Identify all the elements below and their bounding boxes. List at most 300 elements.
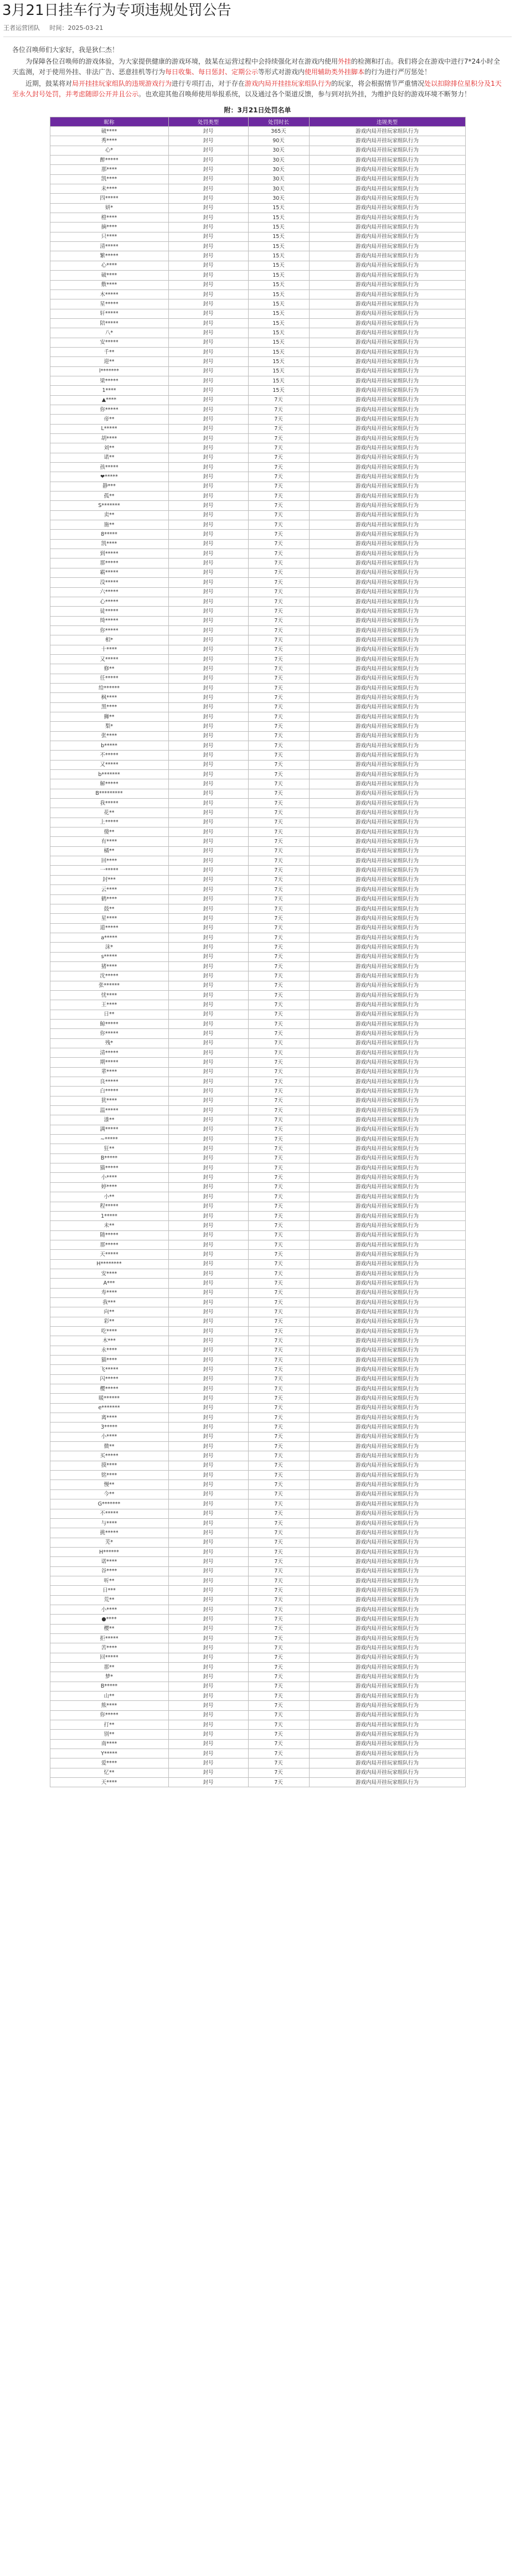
table-row bbox=[50, 587, 465, 597]
cell-penalty-type: 封号 bbox=[168, 510, 248, 520]
table-row bbox=[50, 1192, 465, 1202]
table-row bbox=[50, 654, 465, 664]
cell-nickname: 一***** bbox=[50, 866, 168, 875]
cell-penalty-type: 封号 bbox=[168, 146, 248, 155]
table-row bbox=[50, 933, 465, 942]
table-row bbox=[50, 827, 465, 837]
cell-duration: 15天 bbox=[248, 251, 309, 261]
cell-penalty-type: 封号 bbox=[168, 299, 248, 309]
cell-penalty-type: 封号 bbox=[168, 1403, 248, 1413]
table-row bbox=[50, 923, 465, 933]
cell-penalty-type: 封号 bbox=[168, 722, 248, 731]
highlight-text: 使用辅助类外挂脚本 bbox=[305, 68, 365, 76]
cell-penalty-type: 封号 bbox=[168, 1730, 248, 1739]
cell-penalty-type: 封号 bbox=[168, 923, 248, 933]
table-row bbox=[50, 510, 465, 520]
cell-penalty-type: 封号 bbox=[168, 1605, 248, 1614]
cell-duration: 7天 bbox=[248, 1432, 309, 1441]
cell-violation-type: 游戏内局开挂玩家组队行为 bbox=[309, 1038, 465, 1048]
cell-duration: 7天 bbox=[248, 1720, 309, 1730]
cell-nickname: 沈***** bbox=[50, 971, 168, 981]
cell-duration: 7天 bbox=[248, 434, 309, 443]
cell-penalty-type: 封号 bbox=[168, 347, 248, 356]
cell-duration: 7天 bbox=[248, 635, 309, 645]
table-row bbox=[50, 165, 465, 174]
cell-nickname: 猫***** bbox=[50, 1163, 168, 1173]
cell-duration: 7天 bbox=[248, 866, 309, 875]
table-row bbox=[50, 971, 465, 981]
table-row bbox=[50, 405, 465, 414]
cell-nickname: 诺** bbox=[50, 453, 168, 462]
cell-violation-type: 游戏内局开挂玩家组队行为 bbox=[309, 1202, 465, 1211]
table-row bbox=[50, 1297, 465, 1307]
cell-duration: 7天 bbox=[248, 616, 309, 625]
cell-duration: 7天 bbox=[248, 1326, 309, 1336]
cell-duration: 7天 bbox=[248, 1701, 309, 1710]
cell-duration: 7天 bbox=[248, 760, 309, 769]
cell-penalty-type: 封号 bbox=[168, 1489, 248, 1499]
cell-violation-type: 游戏内局开挂玩家组队行为 bbox=[309, 184, 465, 194]
cell-nickname: 又***** bbox=[50, 654, 168, 664]
cell-penalty-type: 封号 bbox=[168, 597, 248, 606]
cell-duration: 7天 bbox=[248, 779, 309, 789]
table-row bbox=[50, 578, 465, 587]
cell-duration: 7天 bbox=[248, 472, 309, 482]
cell-nickname: 回***** bbox=[50, 1653, 168, 1662]
table-row bbox=[50, 1778, 465, 1787]
table-row bbox=[50, 1000, 465, 1010]
cell-duration: 7天 bbox=[248, 539, 309, 549]
cell-violation-type: 游戏内局开挂玩家组队行为 bbox=[309, 1240, 465, 1249]
table-row bbox=[50, 894, 465, 904]
cell-duration: 7天 bbox=[248, 923, 309, 933]
cell-nickname: 犹**** bbox=[50, 1096, 168, 1105]
cell-duration: 7天 bbox=[248, 1297, 309, 1307]
cell-duration: 7天 bbox=[248, 482, 309, 491]
cell-violation-type: 游戏内局开挂玩家组队行为 bbox=[309, 232, 465, 241]
cell-duration: 7天 bbox=[248, 751, 309, 760]
cell-duration: 7天 bbox=[248, 625, 309, 635]
cell-nickname: 橙**** bbox=[50, 213, 168, 223]
cell-nickname: 向** bbox=[50, 1307, 168, 1317]
highlight-text: 每日收集、每日惩封、定期公示 bbox=[165, 68, 259, 76]
cell-violation-type: 游戏内局开挂玩家组队行为 bbox=[309, 434, 465, 443]
table-row bbox=[50, 1336, 465, 1346]
cell-penalty-type: 封号 bbox=[168, 1288, 248, 1297]
cell-violation-type: 游戏内局开挂玩家组队行为 bbox=[309, 1576, 465, 1585]
cell-nickname: 孩***** bbox=[50, 463, 168, 472]
cell-violation-type: 游戏内局开挂玩家组队行为 bbox=[309, 961, 465, 971]
cell-penalty-type: 封号 bbox=[168, 194, 248, 203]
cell-nickname: 苦**** bbox=[50, 1643, 168, 1653]
cell-penalty-type: 封号 bbox=[168, 1701, 248, 1710]
cell-duration: 7天 bbox=[248, 808, 309, 818]
cell-nickname: 铭**** bbox=[50, 1471, 168, 1480]
body-text: 。也欢迎其他召唤师使用举报系统，以及通过各个渠道反馈，参与到对抗外挂，为维护良好的游戏环境不断努力！ bbox=[138, 90, 471, 98]
cell-violation-type: 游戏内局开挂玩家组队行为 bbox=[309, 597, 465, 606]
cell-duration: 7天 bbox=[248, 1682, 309, 1691]
cell-violation-type: 游戏内局开挂玩家组队行为 bbox=[309, 1297, 465, 1307]
cell-penalty-type: 封号 bbox=[168, 549, 248, 558]
cell-violation-type: 游戏内局开挂玩家组队行为 bbox=[309, 1067, 465, 1077]
cell-nickname: 猫**** bbox=[50, 1356, 168, 1365]
cell-penalty-type: 封号 bbox=[168, 625, 248, 635]
cell-penalty-type: 封号 bbox=[168, 1125, 248, 1134]
cell-violation-type: 游戏内局开挂玩家组队行为 bbox=[309, 1115, 465, 1125]
cell-duration: 7天 bbox=[248, 453, 309, 462]
cell-duration: 7天 bbox=[248, 1394, 309, 1403]
cell-nickname: 徒***** bbox=[50, 607, 168, 616]
cell-nickname: 随***** bbox=[50, 1230, 168, 1240]
cell-violation-type: 游戏内局开挂玩家组队行为 bbox=[309, 386, 465, 395]
cell-duration: 7天 bbox=[248, 1499, 309, 1509]
cell-violation-type: 游戏内局开挂玩家组队行为 bbox=[309, 1509, 465, 1518]
cell-violation-type: 游戏内局开挂玩家组队行为 bbox=[309, 837, 465, 846]
cell-duration: 7天 bbox=[248, 1423, 309, 1432]
cell-duration: 7天 bbox=[248, 405, 309, 414]
cell-penalty-type: 封号 bbox=[168, 971, 248, 981]
cell-violation-type: 游戏内局开挂玩家组队行为 bbox=[309, 242, 465, 251]
cell-violation-type: 游戏内局开挂玩家组队行为 bbox=[309, 453, 465, 462]
cell-penalty-type: 封号 bbox=[168, 1595, 248, 1605]
cell-nickname: 天***** bbox=[50, 1250, 168, 1259]
cell-nickname: 与**** bbox=[50, 1518, 168, 1528]
cell-violation-type: 游戏内局开挂玩家组队行为 bbox=[309, 1221, 465, 1230]
cell-duration: 15天 bbox=[248, 318, 309, 328]
cell-penalty-type: 封号 bbox=[168, 1010, 248, 1019]
cell-penalty-type: 封号 bbox=[168, 741, 248, 751]
table-row bbox=[50, 722, 465, 731]
cell-nickname: 1***** bbox=[50, 1211, 168, 1220]
cell-violation-type: 游戏内局开挂玩家组队行为 bbox=[309, 808, 465, 818]
table-row bbox=[50, 1125, 465, 1134]
cell-nickname: 飞***** bbox=[50, 1365, 168, 1374]
cell-penalty-type: 封号 bbox=[168, 376, 248, 385]
cell-nickname: 安***** bbox=[50, 338, 168, 347]
cell-penalty-type: 封号 bbox=[168, 693, 248, 702]
cell-penalty-type: 封号 bbox=[168, 1518, 248, 1528]
cell-violation-type: 游戏内局开挂玩家组队行为 bbox=[309, 558, 465, 568]
cell-violation-type: 游戏内局开挂玩家组队行为 bbox=[309, 1692, 465, 1701]
greeting: 各位召唤师们大家好，我是狄仁杰！ bbox=[12, 46, 119, 54]
cell-duration: 7天 bbox=[248, 1663, 309, 1672]
column-header-duration: 处罚时长 bbox=[248, 117, 309, 127]
cell-penalty-type: 封号 bbox=[168, 1211, 248, 1220]
cell-violation-type: 游戏内局开挂玩家组队行为 bbox=[309, 1336, 465, 1346]
cell-violation-type: 游戏内局开挂玩家组队行为 bbox=[309, 482, 465, 491]
table-row bbox=[50, 635, 465, 645]
cell-nickname: 帝** bbox=[50, 415, 168, 424]
cell-duration: 7天 bbox=[248, 1240, 309, 1249]
cell-penalty-type: 封号 bbox=[168, 1758, 248, 1768]
cell-penalty-type: 封号 bbox=[168, 770, 248, 779]
cell-violation-type: 游戏内局开挂玩家组队行为 bbox=[309, 1125, 465, 1134]
cell-duration: 7天 bbox=[248, 558, 309, 568]
table-row bbox=[50, 213, 465, 223]
cell-duration: 7天 bbox=[248, 1595, 309, 1605]
cell-duration: 7天 bbox=[248, 1144, 309, 1153]
table-row bbox=[50, 492, 465, 501]
cell-nickname: 十**** bbox=[50, 645, 168, 654]
table-row bbox=[50, 1038, 465, 1048]
table-row bbox=[50, 482, 465, 491]
cell-violation-type: 游戏内局开挂玩家组队行为 bbox=[309, 366, 465, 376]
cell-penalty-type: 封号 bbox=[168, 1192, 248, 1202]
cell-penalty-type: 封号 bbox=[168, 1163, 248, 1173]
cell-duration: 15天 bbox=[248, 203, 309, 213]
cell-duration: 30天 bbox=[248, 194, 309, 203]
cell-nickname: S******* bbox=[50, 501, 168, 510]
table-row bbox=[50, 271, 465, 280]
cell-violation-type: 游戏内局开挂玩家组队行为 bbox=[309, 770, 465, 779]
cell-duration: 7天 bbox=[248, 693, 309, 702]
cell-nickname: 醉***** bbox=[50, 156, 168, 165]
cell-nickname: 胡**** bbox=[50, 434, 168, 443]
cell-violation-type: 游戏内局开挂玩家组队行为 bbox=[309, 952, 465, 961]
cell-violation-type: 游戏内局开挂玩家组队行为 bbox=[309, 146, 465, 155]
cell-penalty-type: 封号 bbox=[168, 1279, 248, 1288]
table-row bbox=[50, 1269, 465, 1278]
penalty-table bbox=[50, 117, 466, 1787]
cell-nickname: 离**** bbox=[50, 1413, 168, 1423]
cell-violation-type: 游戏内局开挂玩家组队行为 bbox=[309, 731, 465, 741]
table-row bbox=[50, 1240, 465, 1249]
cell-penalty-type: 封号 bbox=[168, 213, 248, 223]
cell-nickname: 心**** bbox=[50, 261, 168, 270]
cell-nickname: 六***** bbox=[50, 587, 168, 597]
cell-penalty-type: 封号 bbox=[168, 309, 248, 318]
cell-nickname: 良***** bbox=[50, 1077, 168, 1087]
cell-violation-type: 游戏内局开挂玩家组队行为 bbox=[309, 1279, 465, 1288]
cell-violation-type: 游戏内局开挂玩家组队行为 bbox=[309, 1538, 465, 1547]
cell-penalty-type: 封号 bbox=[168, 904, 248, 913]
cell-nickname: 慢** bbox=[50, 1480, 168, 1489]
cell-penalty-type: 封号 bbox=[168, 1643, 248, 1653]
table-row bbox=[50, 1586, 465, 1595]
highlight-text: 外挂 bbox=[338, 58, 352, 65]
column-header-nickname: 昵称 bbox=[50, 117, 168, 127]
cell-penalty-type: 封号 bbox=[168, 1633, 248, 1643]
cell-duration: 15天 bbox=[248, 328, 309, 338]
cell-duration: 7天 bbox=[248, 1566, 309, 1576]
cell-violation-type: 游戏内局开挂玩家组队行为 bbox=[309, 539, 465, 549]
cell-violation-type: 游戏内局开挂玩家组队行为 bbox=[309, 203, 465, 213]
cell-nickname: ●**** bbox=[50, 1615, 168, 1624]
table-row bbox=[50, 779, 465, 789]
cell-nickname: B********* bbox=[50, 789, 168, 798]
cell-duration: 7天 bbox=[248, 894, 309, 904]
cell-duration: 7天 bbox=[248, 1336, 309, 1346]
cell-nickname: 你***** bbox=[50, 625, 168, 635]
cell-duration: 7天 bbox=[248, 943, 309, 952]
table-row bbox=[50, 751, 465, 760]
table-row bbox=[50, 885, 465, 894]
cell-duration: 7天 bbox=[248, 1384, 309, 1394]
cell-violation-type: 游戏内局开挂玩家组队行为 bbox=[309, 1153, 465, 1163]
cell-violation-type: 游戏内局开挂玩家组队行为 bbox=[309, 127, 465, 136]
cell-duration: 7天 bbox=[248, 731, 309, 741]
cell-nickname: 那***** bbox=[50, 558, 168, 568]
cell-nickname: 妍* bbox=[50, 203, 168, 213]
cell-duration: 7天 bbox=[248, 443, 309, 453]
cell-duration: 7天 bbox=[248, 415, 309, 424]
cell-violation-type: 游戏内局开挂玩家组队行为 bbox=[309, 1701, 465, 1710]
cell-penalty-type: 封号 bbox=[168, 366, 248, 376]
cell-penalty-type: 封号 bbox=[168, 357, 248, 366]
cell-penalty-type: 封号 bbox=[168, 1038, 248, 1048]
cell-penalty-type: 封号 bbox=[168, 1566, 248, 1576]
cell-duration: 7天 bbox=[248, 1230, 309, 1240]
cell-duration: 7天 bbox=[248, 1010, 309, 1019]
cell-penalty-type: 封号 bbox=[168, 808, 248, 818]
cell-duration: 7天 bbox=[248, 1250, 309, 1259]
cell-nickname: 未**** bbox=[50, 184, 168, 194]
table-row bbox=[50, 347, 465, 356]
cell-nickname: 封*** bbox=[50, 875, 168, 884]
table-row bbox=[50, 1739, 465, 1749]
cell-nickname: B***** bbox=[50, 1153, 168, 1163]
cell-penalty-type: 封号 bbox=[168, 539, 248, 549]
cell-penalty-type: 封号 bbox=[168, 1202, 248, 1211]
cell-violation-type: 游戏内局开挂玩家组队行为 bbox=[309, 827, 465, 837]
cell-penalty-type: 封号 bbox=[168, 328, 248, 338]
cell-nickname: 千** bbox=[50, 347, 168, 356]
table-row bbox=[50, 1202, 465, 1211]
cell-nickname: 闪***** bbox=[50, 1374, 168, 1384]
cell-nickname: 那**** bbox=[50, 165, 168, 174]
table-row bbox=[50, 1173, 465, 1182]
cell-penalty-type: 封号 bbox=[168, 174, 248, 184]
cell-violation-type: 游戏内局开挂玩家组队行为 bbox=[309, 760, 465, 769]
table-row bbox=[50, 156, 465, 165]
cell-nickname: 只**** bbox=[50, 232, 168, 241]
cell-violation-type: 游戏内局开挂玩家组队行为 bbox=[309, 1077, 465, 1087]
table-row bbox=[50, 530, 465, 539]
cell-penalty-type: 封号 bbox=[168, 827, 248, 837]
cell-violation-type: 游戏内局开挂玩家组队行为 bbox=[309, 174, 465, 184]
cell-duration: 7天 bbox=[248, 1557, 309, 1566]
cell-duration: 7天 bbox=[248, 1509, 309, 1518]
cell-penalty-type: 封号 bbox=[168, 386, 248, 395]
cell-violation-type: 游戏内局开挂玩家组队行为 bbox=[309, 1633, 465, 1643]
cell-violation-type: 游戏内局开挂玩家组队行为 bbox=[309, 289, 465, 299]
cell-nickname: 暖****** bbox=[50, 1394, 168, 1403]
cell-violation-type: 游戏内局开挂玩家组队行为 bbox=[309, 328, 465, 338]
table-row bbox=[50, 1163, 465, 1173]
cell-penalty-type: 封号 bbox=[168, 1720, 248, 1730]
table-row bbox=[50, 808, 465, 818]
cell-penalty-type: 封号 bbox=[168, 1240, 248, 1249]
cell-penalty-type: 封号 bbox=[168, 635, 248, 645]
cell-duration: 7天 bbox=[248, 1778, 309, 1787]
table-row bbox=[50, 1221, 465, 1230]
cell-violation-type: 游戏内局开挂玩家组队行为 bbox=[309, 894, 465, 904]
cell-violation-type: 游戏内局开挂玩家组队行为 bbox=[309, 424, 465, 433]
cell-penalty-type: 封号 bbox=[168, 1413, 248, 1423]
cell-penalty-type: 封号 bbox=[168, 1067, 248, 1077]
cell-violation-type: 游戏内局开挂玩家组队行为 bbox=[309, 971, 465, 981]
table-row bbox=[50, 251, 465, 261]
cell-nickname: 卖** bbox=[50, 510, 168, 520]
cell-penalty-type: 封号 bbox=[168, 1576, 248, 1585]
cell-penalty-type: 封号 bbox=[168, 1374, 248, 1384]
author[interactable]: 王者运营团队 bbox=[3, 24, 40, 32]
cell-violation-type: 游戏内局开挂玩家组队行为 bbox=[309, 1307, 465, 1317]
cell-nickname: 上***** bbox=[50, 818, 168, 827]
cell-violation-type: 游戏内局开挂玩家组队行为 bbox=[309, 1672, 465, 1682]
cell-duration: 365天 bbox=[248, 127, 309, 136]
cell-penalty-type: 封号 bbox=[168, 1153, 248, 1163]
cell-penalty-type: 封号 bbox=[168, 405, 248, 414]
cell-violation-type: 游戏内局开挂玩家组队行为 bbox=[309, 1058, 465, 1067]
cell-duration: 7天 bbox=[248, 578, 309, 587]
cell-nickname: 爱**** bbox=[50, 1758, 168, 1768]
cell-violation-type: 游戏内局开挂玩家组队行为 bbox=[309, 520, 465, 530]
table-row bbox=[50, 1768, 465, 1777]
cell-violation-type: 游戏内局开挂玩家组队行为 bbox=[309, 607, 465, 616]
cell-penalty-type: 封号 bbox=[168, 1135, 248, 1144]
cell-duration: 7天 bbox=[248, 664, 309, 674]
cell-penalty-type: 封号 bbox=[168, 1115, 248, 1125]
cell-penalty-type: 封号 bbox=[168, 136, 248, 146]
table-row bbox=[50, 799, 465, 808]
cell-nickname: 你***** bbox=[50, 1710, 168, 1720]
cell-duration: 90天 bbox=[248, 136, 309, 146]
cell-nickname: 凯**** bbox=[50, 539, 168, 549]
table-row bbox=[50, 1538, 465, 1547]
cell-violation-type: 游戏内局开挂玩家组队行为 bbox=[309, 1048, 465, 1058]
cell-duration: 7天 bbox=[248, 1346, 309, 1355]
cell-violation-type: 游戏内局开挂玩家组队行为 bbox=[309, 674, 465, 683]
cell-nickname: 又***** bbox=[50, 760, 168, 769]
table-row bbox=[50, 1432, 465, 1441]
table-row bbox=[50, 1259, 465, 1269]
table-row bbox=[50, 242, 465, 251]
cell-duration: 7天 bbox=[248, 1163, 309, 1173]
cell-nickname: 我*** bbox=[50, 1297, 168, 1307]
cell-duration: 7天 bbox=[248, 770, 309, 779]
table-row bbox=[50, 357, 465, 366]
cell-penalty-type: 封号 bbox=[168, 875, 248, 884]
cell-duration: 7天 bbox=[248, 1356, 309, 1365]
cell-penalty-type: 封号 bbox=[168, 501, 248, 510]
cell-duration: 7天 bbox=[248, 1307, 309, 1317]
cell-penalty-type: 封号 bbox=[168, 645, 248, 654]
cell-violation-type: 游戏内局开挂玩家组队行为 bbox=[309, 1163, 465, 1173]
cell-nickname: 山** bbox=[50, 1692, 168, 1701]
table-row bbox=[50, 1144, 465, 1153]
table-row bbox=[50, 1230, 465, 1240]
table-row bbox=[50, 318, 465, 328]
cell-duration: 7天 bbox=[248, 875, 309, 884]
cell-penalty-type: 封号 bbox=[168, 1692, 248, 1701]
cell-nickname: 寿**** bbox=[50, 1288, 168, 1297]
table-row bbox=[50, 866, 465, 875]
cell-nickname: 到***** bbox=[50, 549, 168, 558]
cell-nickname: 谷**** bbox=[50, 1566, 168, 1576]
table-row bbox=[50, 1135, 465, 1144]
cell-duration: 15天 bbox=[248, 271, 309, 280]
cell-violation-type: 游戏内局开挂玩家组队行为 bbox=[309, 1451, 465, 1461]
cell-duration: 7天 bbox=[248, 990, 309, 1000]
cell-violation-type: 游戏内局开挂玩家组队行为 bbox=[309, 635, 465, 645]
table-row bbox=[50, 770, 465, 779]
cell-duration: 15天 bbox=[248, 223, 309, 232]
intro-paragraph-2 bbox=[12, 79, 503, 100]
cell-duration: 7天 bbox=[248, 587, 309, 597]
cell-penalty-type: 封号 bbox=[168, 1326, 248, 1336]
table-row bbox=[50, 520, 465, 530]
